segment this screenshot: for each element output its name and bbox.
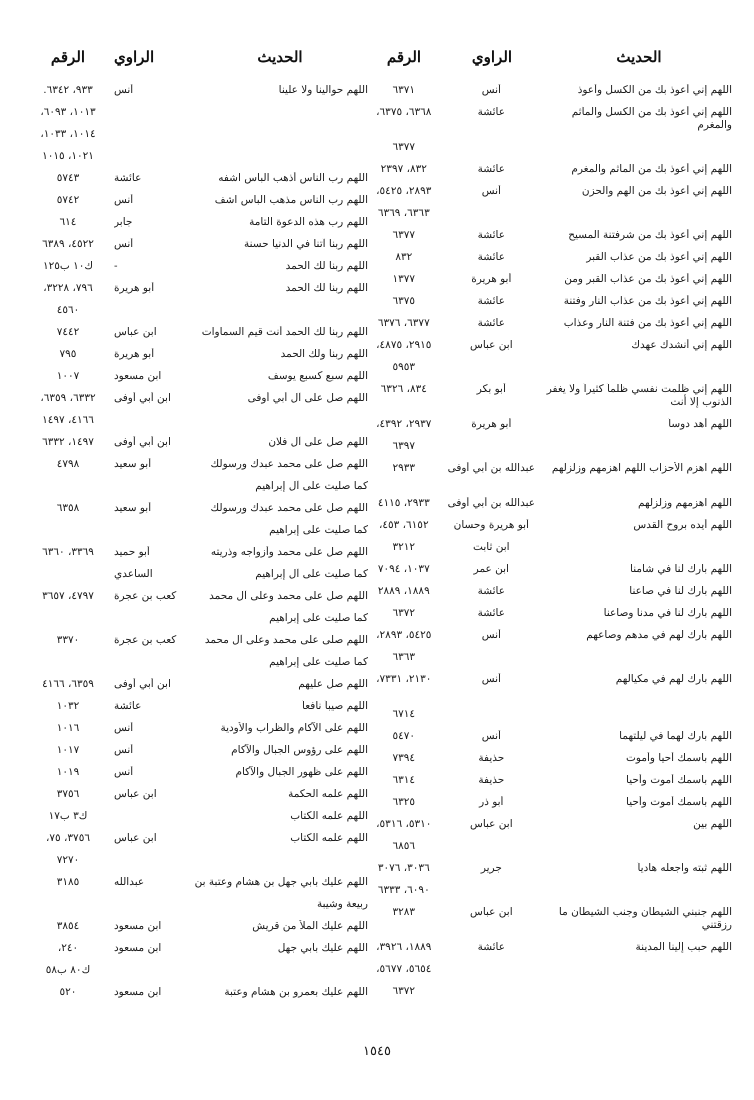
index-row [22, 150, 368, 172]
index-row [22, 128, 368, 150]
reference-number: ٨٣٢ [395, 251, 413, 263]
index-row [22, 898, 368, 920]
narrator-text: أبو هريرة [114, 348, 155, 360]
reference-number: ٢٨٩٣، ٥٤٢٥، [376, 185, 432, 197]
reference-number: ٤٧٩٨ [56, 458, 80, 470]
narrator-text: أبو هريرة [471, 273, 512, 285]
narrator-text: كعب بن عجرة [114, 634, 177, 646]
narrator-text: أبو بكر [476, 383, 506, 395]
hadith-text: اللهم بارك لنا في صاعنا [629, 585, 732, 597]
reference-number: ٥٤٢٥، ٢٨٩٣، [376, 629, 432, 641]
index-row [368, 730, 734, 752]
index-row [368, 651, 734, 673]
hadith-text: اللهم إني ظلمت نفسي ظلماً كثيراً ولا يغفر الذنوب إلا أنت [546, 383, 732, 408]
narrator-text: ابن عمر [473, 563, 509, 575]
reference-number: ٩٣٣، ٦٣٤٢. [43, 84, 93, 96]
narrator-text: أبو ذر [479, 796, 504, 808]
reference-number: ٦١٥٢، ٤٥٣، [378, 519, 429, 531]
hadith-text: اللهم إني أعوذ بك من المأثم والمغرم [571, 163, 732, 175]
hadith-text: اللهم ثبته واجعله هادياً [637, 862, 732, 874]
reference-number: ٣٨٥٤ [56, 920, 80, 932]
reference-number: ٧٤٤٢ [56, 326, 80, 338]
hadith-text: اللهم ربنا آتنا في الدنيا حسنة [243, 238, 368, 250]
reference-number: ٦٣٧٧ [392, 141, 416, 153]
index-row [368, 273, 734, 295]
reference-number: ٣٣٦٩، ٦٣٦٠ [42, 546, 94, 558]
hadith-text: اللهم ربنا لك الحمد [285, 282, 368, 294]
index-row [22, 788, 368, 810]
hadith-text: اللهم إني أعوذ بك من عذاب القبر [586, 251, 732, 263]
narrator-text: ابن عباس [114, 788, 157, 800]
index-row [22, 744, 368, 766]
index-row [368, 295, 734, 317]
hadith-text: كما صليت على آل إبراهيم [255, 480, 368, 492]
index-row [368, 629, 734, 651]
index-row [368, 418, 734, 440]
hadith-text: اللهم أهد دوساً [668, 418, 732, 430]
index-row [22, 524, 368, 546]
index-row [368, 361, 734, 383]
narrator-text: ابن عباس [114, 326, 157, 338]
hadith-text: اللهم إني أعوذ بك من عذاب القبر ومن [564, 273, 732, 285]
reference-number: ٢٤٠، [57, 942, 79, 954]
narrator-text: ابن مسعود [114, 986, 162, 998]
narrator-text: أنس [114, 84, 134, 96]
hadith-text: اللهم صيباً نافعاً [302, 700, 368, 712]
index-row [368, 884, 734, 906]
index-row [22, 656, 368, 678]
index-row [368, 317, 734, 339]
reference-number: ٦٣٦٣ [392, 651, 416, 663]
index-row [22, 172, 368, 194]
narrator-text: أنس [114, 766, 134, 778]
hadith-text: اللهم ربنا ولك الحمد [280, 348, 368, 360]
header-number: الرقم [386, 48, 422, 66]
narrator-text: ابن عباس [470, 339, 513, 351]
reference-number: ٣٠٣٦، ٣٠٧٦ [377, 862, 430, 874]
index-row [368, 818, 734, 840]
reference-number: ٧٣٩٤ [392, 752, 416, 764]
reference-number: ٦٣٧٢ [392, 985, 416, 997]
reference-number: ٦٣٧٧، ٦٣٧٦ [377, 317, 430, 329]
hadith-text: اللهم على ظهور الجبال والآكام [235, 766, 368, 778]
index-row [22, 260, 368, 282]
hadith-text: اللهم علمه الكتاب [290, 810, 368, 822]
hadith-text: اللهم حبب إلينا المدينة [635, 941, 732, 953]
hadith-text: كما صليت على إبراهيم [269, 612, 368, 624]
reference-number: ١٣٧٧ [392, 273, 416, 285]
hadith-text: اللهم صل على محمد وعلى آل محمد [209, 590, 368, 602]
index-row [22, 876, 368, 898]
hadith-text: اللهم على الآكام والظراب والأودية [220, 722, 368, 734]
reference-number: ٥٦٥٤، ٥٦٧٧، [376, 963, 432, 975]
narrator-text: أبو سعيد [114, 502, 152, 514]
hadith-text: اللهم سبع كسبع يوسف [267, 370, 368, 382]
reference-number: ٦٣٦٣، ٦٣٦٩ [377, 207, 430, 219]
reference-number: ٢٩٣٣، ٤١١٥ [377, 497, 430, 509]
left-rows [22, 84, 368, 1008]
reference-number: ٦٣٧٥ [392, 295, 416, 307]
reference-number: ٦٠٩٠، ٦٣٣٣ [377, 884, 430, 896]
reference-number: ٥٢٠ [59, 986, 77, 998]
narrator-text: ابن أبي أوفى [114, 392, 171, 404]
reference-number: ٢٩١٥، ٤٨٧٥، [376, 339, 432, 351]
index-row [22, 986, 368, 1008]
index-row [368, 207, 734, 229]
reference-number: ٧٢٧٠ [56, 854, 80, 866]
narrator-text: أبو سعيد [114, 458, 152, 470]
index-row [22, 722, 368, 744]
reference-number: ١٠٣٢ [56, 700, 80, 712]
hadith-text: اللهم على رؤوس الجبال والآكام [231, 744, 368, 756]
index-row [22, 854, 368, 876]
narrator-text: عائشة [477, 106, 505, 118]
index-row [368, 185, 734, 207]
reference-number: ١٠١٤، ١٠٣٣، [40, 128, 96, 140]
narrator-text: أنس [481, 84, 501, 96]
reference-number: ٣٧٥٦ [56, 788, 80, 800]
narrator-text: الساعدي [114, 568, 153, 580]
reference-number: ٤١٦٦، ١٤٩٧ [42, 414, 94, 426]
reference-number: ٦٣٧٧ [392, 229, 416, 241]
hadith-text: اللهم بارك لهم في مكيالهم [615, 673, 732, 685]
hadith-text: اللهم صل على محمد وأزواجه وذريته [210, 546, 368, 558]
hadith-text: اللهم عليك بعمرو بن هشام وعتبة [224, 986, 368, 998]
index-row [22, 546, 368, 568]
narrator-text: عائشة [114, 700, 142, 712]
narrator-text: ابن مسعود [114, 920, 162, 932]
index-row [368, 462, 734, 497]
narrator-text: عائشة [477, 251, 505, 263]
reference-number: ٥٤٧٠ [392, 730, 416, 742]
index-row [22, 832, 368, 854]
header-narrator: الراوي [114, 48, 155, 66]
header-hadith: الحديث [616, 48, 662, 66]
reference-number: ٦٣٣٢، ٦٣٥٩، [40, 392, 96, 404]
index-row [368, 563, 734, 585]
narrator-text: أنس [114, 722, 134, 734]
index-row [22, 282, 368, 304]
hadith-text: اللهم صل على آل فلان [268, 436, 368, 448]
index-row [368, 541, 734, 563]
right-rows [368, 84, 734, 1007]
index-row [22, 634, 368, 656]
reference-number: ٥٧٤٣ [56, 172, 80, 184]
index-row [368, 906, 734, 941]
index-row [22, 216, 368, 238]
hadith-text: اللهم بارك لهم في مدهم وصاعهم [586, 629, 732, 641]
narrator-text: عائشة [477, 585, 505, 597]
index-row [368, 774, 734, 796]
hadith-text: اللهم عليك بأبي جهل [277, 942, 368, 954]
narrator-text: عائشة [477, 941, 505, 953]
hadith-text: اللهم حوالينا ولا علينا [278, 84, 368, 96]
hadith-text: اللهم صل عليهم [298, 678, 368, 690]
reference-number: ٥٩٥٣ [392, 361, 416, 373]
narrator-text: عائشة [114, 172, 142, 184]
hadith-text: اللهم إني أعوذ بك من شرفتنة المسيح [568, 229, 732, 241]
hadith-text: اللهم باسمك أموت وأحيا [626, 796, 732, 808]
narrator-text: أنس [114, 238, 134, 250]
hadith-text: اللهم عليك الملأ من قريش [252, 920, 368, 932]
hadith-text: اللهم صل على محمد عبدك ورسولك [210, 502, 368, 514]
hadith-text: اللهم إني أعوذ بك من فتنة النار وعذاب [563, 317, 732, 329]
index-row [368, 163, 734, 185]
header-hadith: الحديث [257, 48, 303, 66]
hadith-text: اللهم بارك لنا في مدنا وصاعنا [603, 607, 732, 619]
narrator-text: عبدالله [114, 876, 145, 888]
hadith-text: اللهم عليك بأبي جهل بن هشام وعتبة بن [194, 876, 368, 888]
narrator-text: ابن مسعود [114, 370, 162, 382]
hadith-text: اللهم رب هذه الدعوة التامة [249, 216, 368, 228]
reference-number: ٨٣٤، ٦٣٢٦ [380, 383, 427, 395]
index-row [22, 612, 368, 634]
hadith-text: اللهم صل على محمد عبدك ورسولك [210, 458, 368, 470]
narrator-text: أنس [114, 194, 134, 206]
reference-number: ٦٣١٤ [392, 774, 416, 786]
narrator-text: أنس [114, 744, 134, 756]
index-row [368, 440, 734, 462]
narrator-text: عبدالله بن أبي أوفى [447, 462, 536, 474]
index-row [368, 339, 734, 361]
index-row [368, 497, 734, 519]
reference-number: ٧٩٥ [59, 348, 77, 360]
narrator-text: أنس [481, 185, 501, 197]
narrator-text: أنس [481, 730, 501, 742]
index-row [22, 568, 368, 590]
narrator-text: ابن ثابت [473, 541, 510, 553]
hadith-text: اللهم إني أعوذ بك من الهم والحزن [581, 185, 732, 197]
hadith-text: اللهم بارك لنا في شامنا [630, 563, 732, 575]
hadith-text: اللهم ربنا لك الحمد [285, 260, 368, 272]
reference-number: ٤٥٢٢، ٦٣٨٩ [42, 238, 94, 250]
reference-number: ١٨٨٩، ٢٨٨٩ [377, 585, 430, 597]
index-row [368, 383, 734, 418]
header-narrator: الراوي [471, 48, 513, 66]
reference-number: ٦١٤ [59, 216, 77, 228]
index-row [368, 84, 734, 106]
reference-number: ك١٠ ب١٢٥ [42, 260, 94, 272]
left-column-header [22, 40, 368, 66]
reference-number: ٥٣١٠، ٥٣١٦، [376, 818, 432, 830]
header-number: الرقم [50, 48, 86, 66]
index-row [368, 708, 734, 730]
reference-number: ٣٢١٢ [392, 541, 416, 553]
reference-number: ٣١٨٥ [56, 876, 80, 888]
index-row [22, 920, 368, 942]
left-column [22, 40, 368, 1008]
narrator-text: عائشة [477, 295, 505, 307]
reference-number: ٦٣٧٢ [392, 607, 416, 619]
narrator-text: أبو حميد [114, 546, 150, 558]
index-row [22, 414, 368, 436]
narrator-text: جرير [480, 862, 502, 874]
hadith-text: اللهم إني أعوذ بك من الكسل والمأثم والمغرم [571, 106, 732, 131]
index-row [22, 436, 368, 458]
hadith-text: اللهم باسمك أموت وأحيا [626, 774, 732, 786]
index-row [22, 392, 368, 414]
index-row [22, 348, 368, 370]
index-row [368, 251, 734, 273]
hadith-text: اللهم إني أنشدك عهدك [631, 339, 732, 351]
narrator-text: أبو هريرة [471, 418, 512, 430]
index-row [22, 84, 368, 106]
reference-number: ٦٨٥٦ [392, 840, 416, 852]
narrator-text: حذيفة [478, 752, 505, 764]
index-row [368, 796, 734, 818]
hadith-text: اللهم علمه الحكمة [288, 788, 368, 800]
index-row [22, 304, 368, 326]
reference-number: ٣٢٨٣ [392, 906, 416, 918]
reference-number: ٨٣٢، ٢٣٩٧ [380, 163, 427, 175]
hadith-text: اللهم جنبني الشيطان وجنب الشيطان ما رزقتني [558, 906, 732, 931]
index-row [22, 942, 368, 964]
index-row [22, 678, 368, 700]
index-row [22, 238, 368, 260]
page-number: ١٥٤٥ [363, 1044, 391, 1059]
reference-number: ١٠١٧ [56, 744, 80, 756]
reference-number: ١٠٢١، ١٠١٥ [42, 150, 94, 162]
narrator-text: كعب بن عجرة [114, 590, 177, 602]
index-row [368, 585, 734, 607]
index-row [368, 862, 734, 884]
right-column [368, 40, 734, 1007]
hadith-text: اللهم صلى على محمد وعلى آل محمد [204, 634, 368, 646]
hadith-text: ربيعة وشيبة [316, 898, 368, 910]
hadith-text: اللهم ربنا لك الحمد أنت قيم السماوات [201, 326, 368, 338]
reference-number: ٥٧٤٢ [56, 194, 80, 206]
index-row [368, 752, 734, 774]
reference-number: ١٤٩٧، ٦٣٣٢ [42, 436, 94, 448]
reference-number: ١٠١٦ [56, 722, 80, 734]
reference-number: ٤٧٩٧، ٣٦٥٧ [42, 590, 94, 602]
narrator-text: ابن أبي أوفى [114, 678, 171, 690]
hadith-text: كما صليت على آل إبراهيم [255, 568, 368, 580]
index-row [368, 141, 734, 163]
narrator-text: - [114, 260, 118, 272]
index-row [368, 840, 734, 862]
reference-number: ٤٥٦٠ [56, 304, 80, 316]
narrator-text: عائشة [477, 317, 505, 329]
hadith-text: اللهم إني أعوذ بك من عذاب النار وفتنة [563, 295, 732, 307]
right-column-header [368, 40, 734, 66]
reference-number: ٣٣٧٠ [56, 634, 80, 646]
index-row [368, 607, 734, 629]
hadith-text: اللهم علمه الكتاب [290, 832, 368, 844]
narrator-text: أنس [481, 629, 501, 641]
index-row [22, 194, 368, 216]
index-row [368, 519, 734, 541]
reference-number: ٧٩٦، ٣٢٢٨، [43, 282, 93, 294]
narrator-text: أبو هريرة [114, 282, 155, 294]
index-row [22, 700, 368, 722]
hadith-text: اللهم أيده بروح القدس [633, 519, 732, 531]
index-row [368, 985, 734, 1007]
reference-number: ٦٣٥٨ [56, 502, 80, 514]
narrator-text: عبدالله بن أبي أوفى [447, 497, 536, 509]
reference-number: ك٣ ب١٧ [48, 810, 88, 822]
hadith-text: اللهم صل على آل أبي أوفى [247, 392, 368, 404]
reference-number: ٦٣٧١ [392, 84, 416, 96]
reference-number: ٢٩٣٧، ٤٣٩٢، [376, 418, 432, 430]
reference-number: ٣٧٥٦، ٧٥، [46, 832, 90, 844]
index-row [22, 326, 368, 348]
narrator-text: ابن عباس [114, 832, 157, 844]
narrator-text: أنس [481, 673, 501, 685]
reference-number: ٢٩٣٣ [392, 462, 416, 474]
index-row [368, 229, 734, 251]
hadith-text: اللهم بين [693, 818, 732, 830]
reference-number: ٦٣٥٩، ٤١٦٦ [42, 678, 94, 690]
index-row [22, 480, 368, 502]
index-row [22, 766, 368, 788]
hadith-text: اللهم اهزمهم وزلزلهم [638, 497, 732, 509]
hadith-text: اللهم رب الناس أذهب الباس اشفه [218, 172, 368, 184]
reference-number: ١٠١٩ [56, 766, 80, 778]
hadith-text: اللهم رب الناس مذهب الباس اشف [214, 194, 368, 206]
index-row [22, 502, 368, 524]
hadith-text: كما صليت على إبراهيم [269, 524, 368, 536]
narrator-text: ابن مسعود [114, 942, 162, 954]
index-row [22, 964, 368, 986]
hadith-text: اللهم باسمك أحيا وأموت [626, 752, 732, 764]
reference-number: ٦٧١٤ [392, 708, 416, 720]
reference-number: ٦٣٩٧ [392, 440, 416, 452]
reference-number: ٦٣٢٥ [392, 796, 416, 808]
index-row [368, 106, 734, 141]
narrator-text: عائشة [477, 607, 505, 619]
hadith-text: اللهم بارك لهما في ليلتهما [619, 730, 732, 742]
index-row [22, 106, 368, 128]
narrator-text: عائشة [477, 163, 505, 175]
index-row [22, 810, 368, 832]
reference-number: ك٨٠ ب٥٨ [45, 964, 91, 976]
narrator-text: ابن عباس [470, 906, 513, 918]
index-row [368, 941, 734, 963]
reference-number: ١٨٨٩، ٣٩٢٦، [376, 941, 432, 953]
reference-number: ١٠١٣، ٦٠٩٣، [40, 106, 96, 118]
hadith-text: كما صليت على إبراهيم [269, 656, 368, 668]
hadith-text: اللهم إني أعوذ بك من الكسل وأعوذ [577, 84, 732, 96]
index-row [22, 370, 368, 392]
reference-number: ٢١٣٠، ٧٣٣١، [376, 673, 432, 685]
reference-number: ١٠٠٧ [56, 370, 80, 382]
narrator-text: جابر [114, 216, 133, 228]
narrator-text: عائشة [477, 229, 505, 241]
reference-number: ٦٣٦٨، ٦٣٧٥، [376, 106, 432, 118]
narrator-text: حذيفة [478, 774, 505, 786]
reference-number: ١٠٣٧، ٧٠٩٤ [377, 563, 430, 575]
index-row [22, 458, 368, 480]
index-row [368, 963, 734, 985]
index-row [22, 590, 368, 612]
hadith-text: اللهم اهزم الأحزاب اللهم اهزمهم وزلزلهم [551, 462, 732, 474]
narrator-text: ابن عباس [470, 818, 513, 830]
narrator-text: ابن أبي أوفى [114, 436, 171, 448]
narrator-text: أبو هريرة وحسان [453, 519, 529, 531]
index-row [368, 673, 734, 708]
